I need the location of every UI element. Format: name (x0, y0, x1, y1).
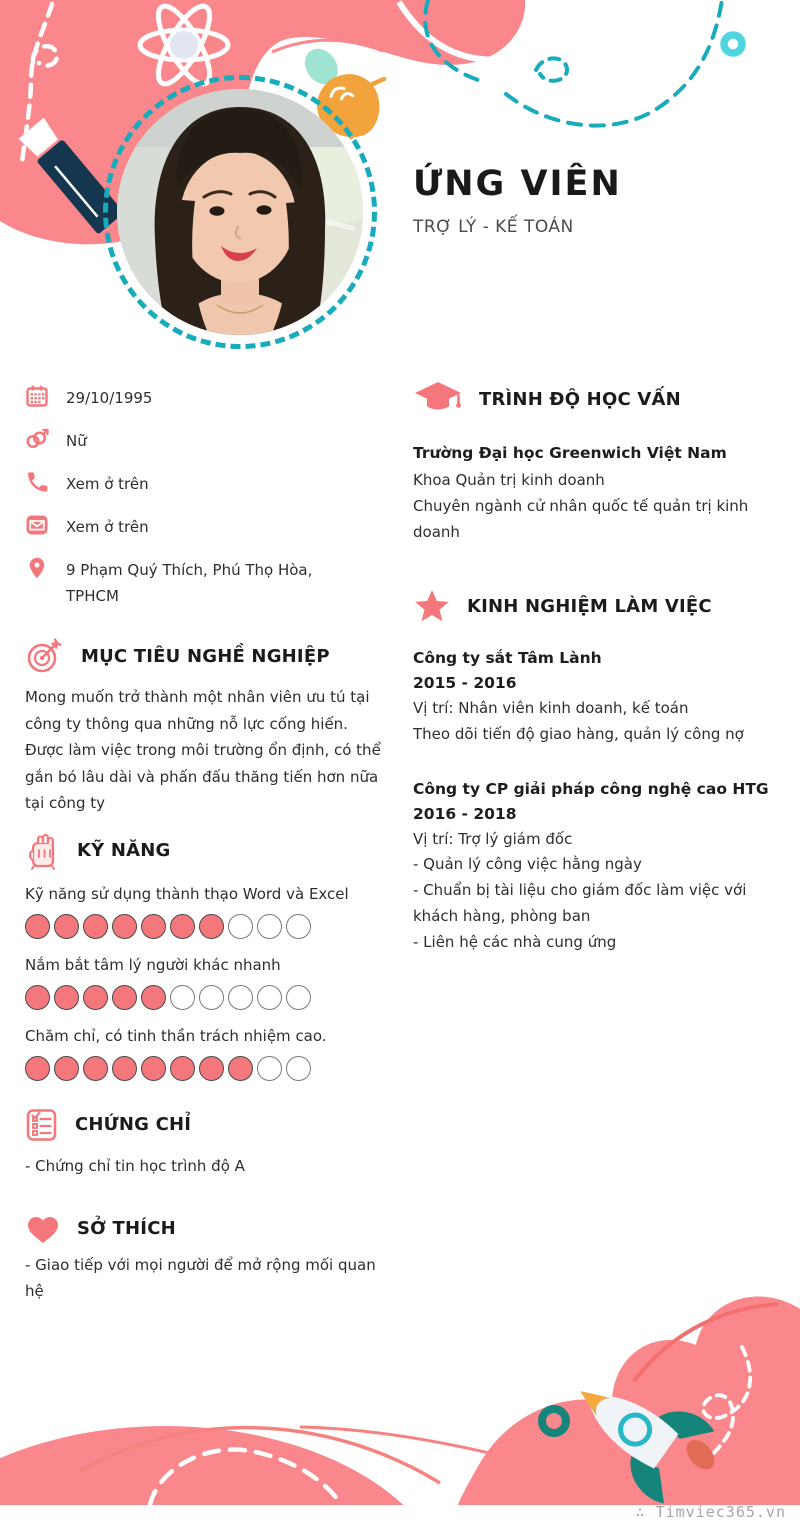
skill-label: Chăm chỉ, có tinh thần trách nhiệm cao. (25, 1026, 327, 1045)
section-education-title: TRÌNH ĐỘ HỌC VẤN (479, 388, 681, 410)
phone-value: Xem ở trên (66, 475, 149, 493)
address-value: 9 Phạm Quý Thích, Phú Thọ Hòa, TPHCM (66, 561, 313, 605)
pink-dome-shape (0, 1426, 450, 1505)
skill-dot (25, 914, 50, 939)
skill-dots (25, 914, 383, 941)
graduation-cap-icon (413, 380, 463, 418)
skill-dot (228, 1056, 253, 1081)
skill-dot (54, 985, 79, 1010)
candidate-name: ỨNG VIÊN (413, 164, 622, 204)
section-certificates-title: CHỨNG CHỈ (75, 1114, 192, 1135)
heart-icon (25, 1212, 61, 1245)
bottom-decoration (0, 1271, 800, 1505)
education-block (413, 440, 788, 545)
star-icon (413, 588, 451, 625)
pink-blob-bottom-shape (458, 1297, 800, 1505)
skill-dots (25, 985, 383, 1012)
skill-dot (54, 914, 79, 939)
gender-value: Nữ (66, 432, 87, 450)
skill-dot (141, 985, 166, 1010)
section-experience-title: KINH NGHIỆM LÀM VIỆC (467, 596, 712, 617)
text-line: Khoa Quản trị kinh doanh (413, 471, 605, 489)
section-objective-title: MỤC TIÊU NGHỀ NGHIỆP (81, 645, 330, 667)
section-hobbies-title: SỞ THÍCH (77, 1217, 176, 1239)
skill-dot (141, 1056, 166, 1081)
job-period: 2016 - 2018 (413, 804, 517, 823)
education-school: Trường Đại học Greenwich Việt Nam (413, 444, 727, 462)
section-objective-head (25, 636, 383, 676)
skill-dot (228, 914, 253, 939)
skill-dot (141, 914, 166, 939)
skill-dot (170, 1056, 195, 1081)
birthday-value: 29/10/1995 (66, 389, 153, 407)
info-row-gender (25, 428, 383, 454)
skill-dot (25, 985, 50, 1010)
skill-label: Nắm bắt tâm lý người khác nhanh (25, 955, 281, 974)
job-entry (413, 777, 788, 956)
job-company: Công ty sắt Tâm Lành (413, 649, 602, 667)
section-education-head (413, 380, 788, 418)
info-row-address (25, 557, 383, 609)
watermark: ∴ Timviec365.vn (635, 1503, 786, 1521)
left-column (25, 385, 383, 1305)
skill-dot (54, 1056, 79, 1081)
skill-dot (199, 914, 224, 939)
skill-dot (112, 985, 137, 1010)
certificates-text: - Chứng chỉ tin học trình độ A (25, 1156, 245, 1175)
skill-dot (286, 1056, 311, 1081)
job-period: 2015 - 2016 (413, 674, 517, 692)
skill-dot (112, 1056, 137, 1081)
skill-dot (170, 985, 195, 1010)
gender-icon (25, 427, 49, 451)
text-line: Chuyên ngành cử nhân quốc tế quản trị kinh doanh (413, 497, 749, 541)
checklist-icon (25, 1107, 59, 1143)
location-icon (25, 556, 49, 580)
text-line: - Quản lý công việc hằng ngày (413, 855, 642, 874)
profile-photo (117, 89, 363, 335)
job-details (413, 827, 788, 956)
text-line: - Liên hệ các nhà cung ứng (413, 932, 617, 951)
calendar-icon (25, 384, 49, 408)
job-details (413, 696, 788, 748)
header-block (413, 164, 622, 237)
skill-dot (83, 1056, 108, 1081)
skill-dot (257, 1056, 282, 1081)
target-icon (25, 636, 65, 676)
text-line: Vị trí: Nhân viên kinh doanh, kế toán (413, 699, 689, 717)
skill-dot (83, 914, 108, 939)
skill-dot (112, 914, 137, 939)
info-row-email (25, 514, 383, 540)
section-experience-head (413, 588, 788, 625)
skill-label: Kỹ năng sử dụng thành thạo Word và Excel (25, 884, 349, 903)
objective-text: Mong muốn trở thành một nhân viên ưu tú tại công ty thông qua những nỗ lực cống hiến. Được làm việc trong môi trường ổn định, có thể gắn bó lâu dài và phấn đấu thăng tiến hơn nữa tại công ty (25, 688, 381, 812)
section-skills-head (25, 832, 383, 870)
skill-dots (25, 1056, 383, 1083)
phone-icon (25, 470, 49, 494)
skill-dot (170, 914, 195, 939)
skill-dot (286, 914, 311, 939)
info-row-phone (25, 471, 383, 497)
skill-dot (257, 985, 282, 1010)
hobbies-text: - Giao tiếp với mọi người để mở rộng mối quan hệ (25, 1255, 376, 1300)
info-row-birthday (25, 385, 383, 411)
job-entry (413, 646, 788, 748)
skill-dot (228, 985, 253, 1010)
skill-dot (83, 985, 108, 1010)
fist-icon (25, 832, 61, 870)
job-company: Công ty CP giải pháp công nghệ cao HTG (413, 779, 769, 798)
skill-dot (286, 985, 311, 1010)
right-column (413, 380, 788, 956)
portrait-illustration (117, 89, 363, 335)
section-skills-title: KỸ NĂNG (77, 840, 171, 861)
teal-donut-icon (724, 35, 742, 53)
skill-dot (199, 1056, 224, 1081)
skill-dot (257, 914, 282, 939)
section-hobbies-head (25, 1212, 383, 1245)
section-certificates-head (25, 1107, 383, 1143)
text-line: Vị trí: Trợ lý giám đốc (413, 829, 573, 848)
text-line: - Chuẩn bị tài liệu cho giám đốc làm việc với khách hàng, phòng ban (413, 881, 747, 925)
experience-jobs (413, 646, 788, 956)
skill-dot (199, 985, 224, 1010)
education-lines (413, 467, 788, 545)
email-value: Xem ở trên (66, 518, 149, 536)
email-icon (25, 513, 49, 537)
text-line: Theo dõi tiến độ giao hàng, quản lý công nợ (413, 724, 744, 743)
skill-dot (25, 1056, 50, 1081)
candidate-title: TRỢ LÝ - KẾ TOÁN (413, 217, 574, 237)
